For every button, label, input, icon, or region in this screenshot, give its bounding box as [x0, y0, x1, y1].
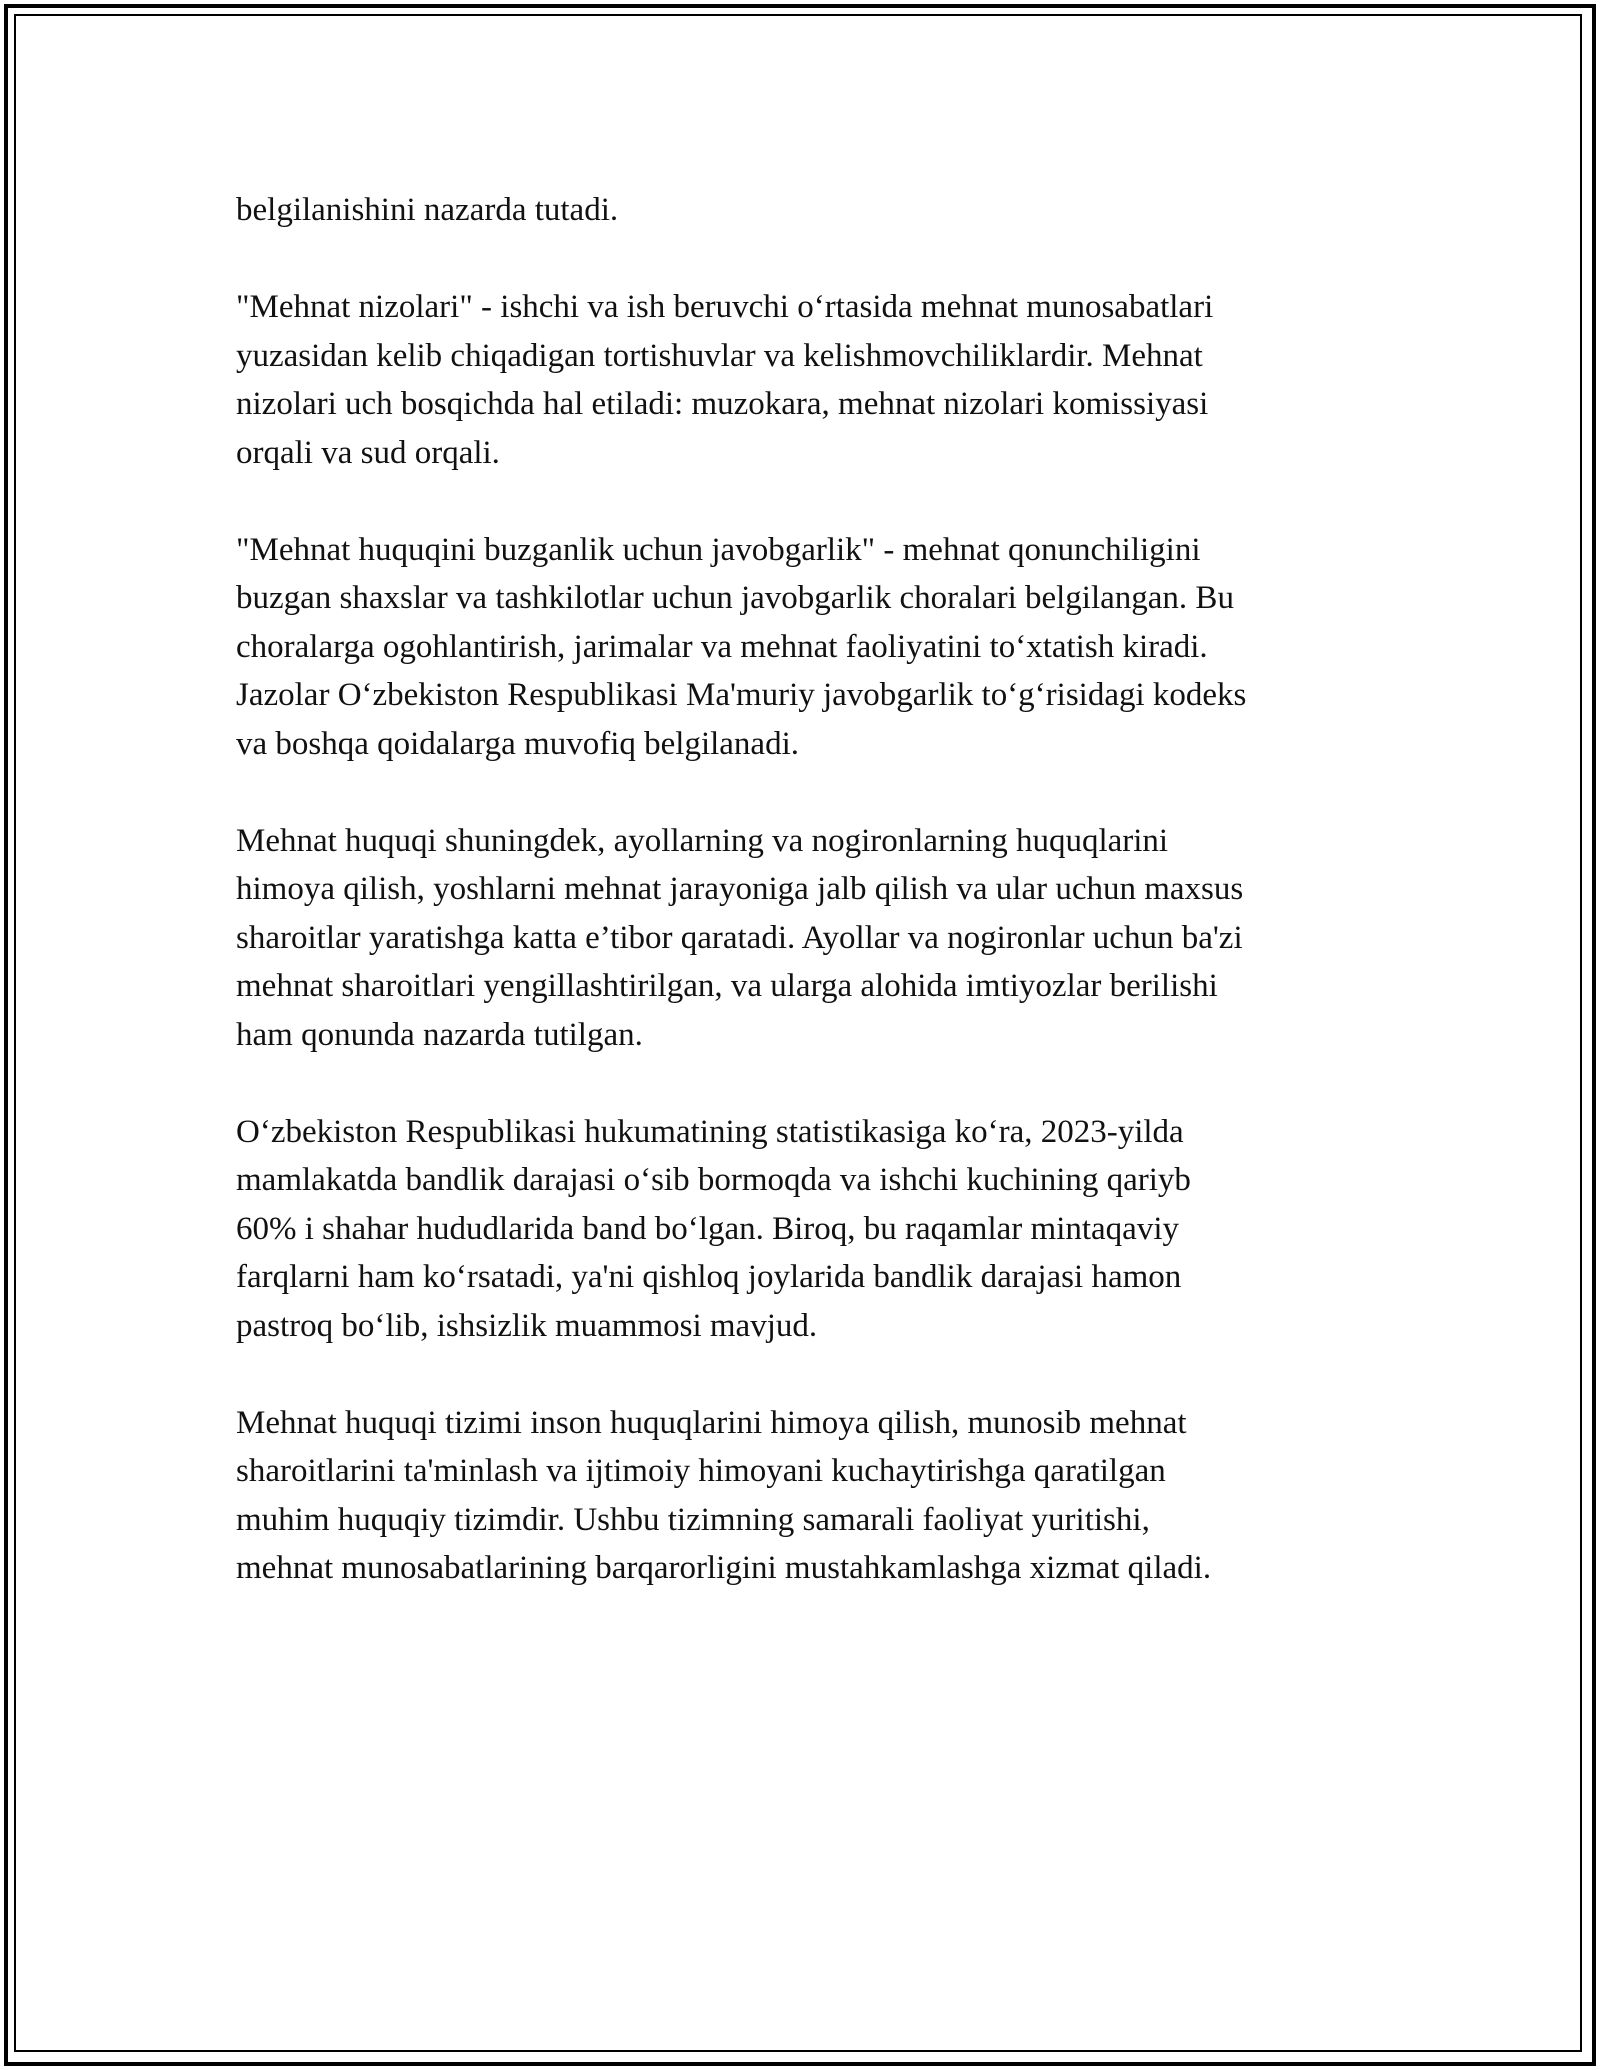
paragraph-3: "Mehnat huquqini buzganlik uchun javobgarlik" - mehnat qonunchiligini buzgan shaxslar va tashkilotlar uchun javobgarlik choralari belgilangan. Bu choralarga ogohlantirish, jarimalar va mehnat faoliyatini to‘xtatish kiradi. Jazolar O‘zbekiston Respublikasi Ma'muriy javobgarlik to‘g‘risidagi kodeks va boshqa qoidalarga muvofiq belgilanadi. [236, 531, 1247, 762]
paragraph-6: Mehnat huquqi tizimi inson huquqlarini himoya qilish, munosib mehnat sharoitlarini ta'minlash va ijtimoiy himoyani kuchaytirishga qaratilgan muhim huquqiy tizimdir. Ushbu tizimning samarali faoliyat yuritishi, mehnat munosabatlarining barqarorligini mustahkamlashga xizmat qiladi. [236, 1404, 1212, 1586]
paragraph-1: belgilanishini nazarda tutadi. [236, 192, 619, 228]
paragraph-5: O‘zbekiston Respublikasi hukumatining statistikasiga ko‘ra, 2023-yilda mamlakatda bandlik darajasi o‘sib bormoqda va ishchi kuchining qariyb 60% i shahar hududlarida band bo‘lgan. Biroq, bu raqamlar mintaqaviy farqlarni ham ko‘rsatadi, ya'ni qishloq joylarida bandlik darajasi hamon pastroq bo‘lib, ishsizlik muammosi mavjud. [236, 1113, 1191, 1344]
document-body [236, 186, 1386, 1641]
paragraph-4: Mehnat huquqi shuningdek, ayollarning va nogironlarning huquqlarini himoya qilish, yoshlarni mehnat jarayoniga jalb qilish va ular uchun maxsus sharoitlar yaratishga katta e’tibor qaratadi. Ayollar va nogironlar uchun ba'zi mehnat sharoitlari yengillashtirilgan, va ularga alohida imtiyozlar berilishi ham qonunda nazarda tutilgan. [236, 822, 1244, 1053]
paragraph-2: "Mehnat nizolari" - ishchi va ish beruvchi o‘rtasida mehnat munosabatlari yuzasidan kelib chiqadigan tortishuvlar va kelishmovchiliklardir. Mehnat nizolari uch bosqichda hal etiladi: muzokara, mehnat nizolari komissiyasi orqali va sud orqali. [236, 289, 1214, 471]
